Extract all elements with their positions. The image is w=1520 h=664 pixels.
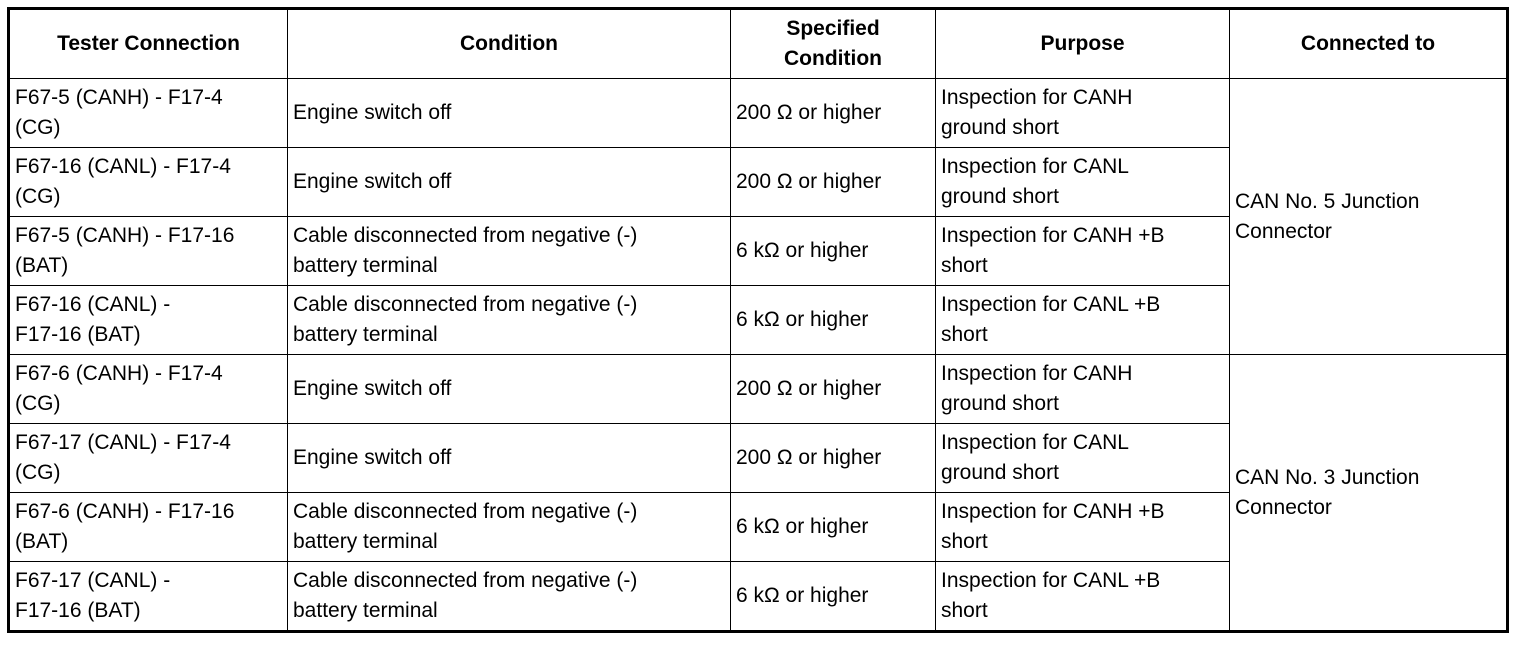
specified-condition-cell: 200 Ω or higher	[731, 424, 936, 493]
specified-condition-cell: 6 kΩ or higher	[731, 286, 936, 355]
purpose-cell: Inspection for CANH ground short	[936, 355, 1230, 424]
specified-condition-cell: 200 Ω or higher	[731, 355, 936, 424]
header-condition: Condition	[288, 9, 731, 79]
header-purpose: Purpose	[936, 9, 1230, 79]
header-connected-to: Connected to	[1230, 9, 1508, 79]
purpose-cell: Inspection for CANH ground short	[936, 79, 1230, 148]
condition-cell: Cable disconnected from negative (-) battery terminal	[288, 286, 731, 355]
specified-condition-cell: 6 kΩ or higher	[731, 493, 936, 562]
condition-cell: Cable disconnected from negative (-) battery terminal	[288, 217, 731, 286]
tester-connection-cell: F67-17 (CANL) - F17-16 (BAT)	[9, 562, 288, 632]
purpose-cell: Inspection for CANL +B short	[936, 286, 1230, 355]
tester-connection-cell: F67-17 (CANL) - F17-4 (CG)	[9, 424, 288, 493]
purpose-cell: Inspection for CANH +B short	[936, 493, 1230, 562]
purpose-cell: Inspection for CANL ground short	[936, 424, 1230, 493]
condition-cell: Engine switch off	[288, 148, 731, 217]
table-row	[9, 79, 1508, 148]
tester-connection-cell: F67-16 (CANL) - F17-16 (BAT)	[9, 286, 288, 355]
purpose-cell: Inspection for CANL +B short	[936, 562, 1230, 632]
tester-connection-cell: F67-16 (CANL) - F17-4 (CG)	[9, 148, 288, 217]
purpose-cell: Inspection for CANH +B short	[936, 217, 1230, 286]
condition-cell: Cable disconnected from negative (-) battery terminal	[288, 562, 731, 632]
specified-condition-cell: 6 kΩ or higher	[731, 217, 936, 286]
condition-cell: Cable disconnected from negative (-) battery terminal	[288, 493, 731, 562]
tester-connection-cell: F67-6 (CANH) - F17-4 (CG)	[9, 355, 288, 424]
condition-cell: Engine switch off	[288, 355, 731, 424]
condition-cell: Engine switch off	[288, 79, 731, 148]
tester-connection-cell: F67-6 (CANH) - F17-16 (BAT)	[9, 493, 288, 562]
specified-condition-cell: 200 Ω or higher	[731, 148, 936, 217]
tester-connection-cell: F67-5 (CANH) - F17-16 (BAT)	[9, 217, 288, 286]
connected-to-cell: CAN No. 3 Junction Connector	[1230, 355, 1508, 632]
specified-condition-cell: 6 kΩ or higher	[731, 562, 936, 632]
header-row	[9, 9, 1508, 79]
condition-cell: Engine switch off	[288, 424, 731, 493]
specified-condition-cell: 200 Ω or higher	[731, 79, 936, 148]
header-specified-condition: Specified Condition	[731, 9, 936, 79]
connected-to-cell: CAN No. 5 Junction Connector	[1230, 79, 1508, 355]
purpose-cell: Inspection for CANL ground short	[936, 148, 1230, 217]
table-row	[9, 355, 1508, 424]
inspection-table	[7, 7, 1509, 633]
tester-connection-cell: F67-5 (CANH) - F17-4 (CG)	[9, 79, 288, 148]
header-tester-connection: Tester Connection	[9, 9, 288, 79]
